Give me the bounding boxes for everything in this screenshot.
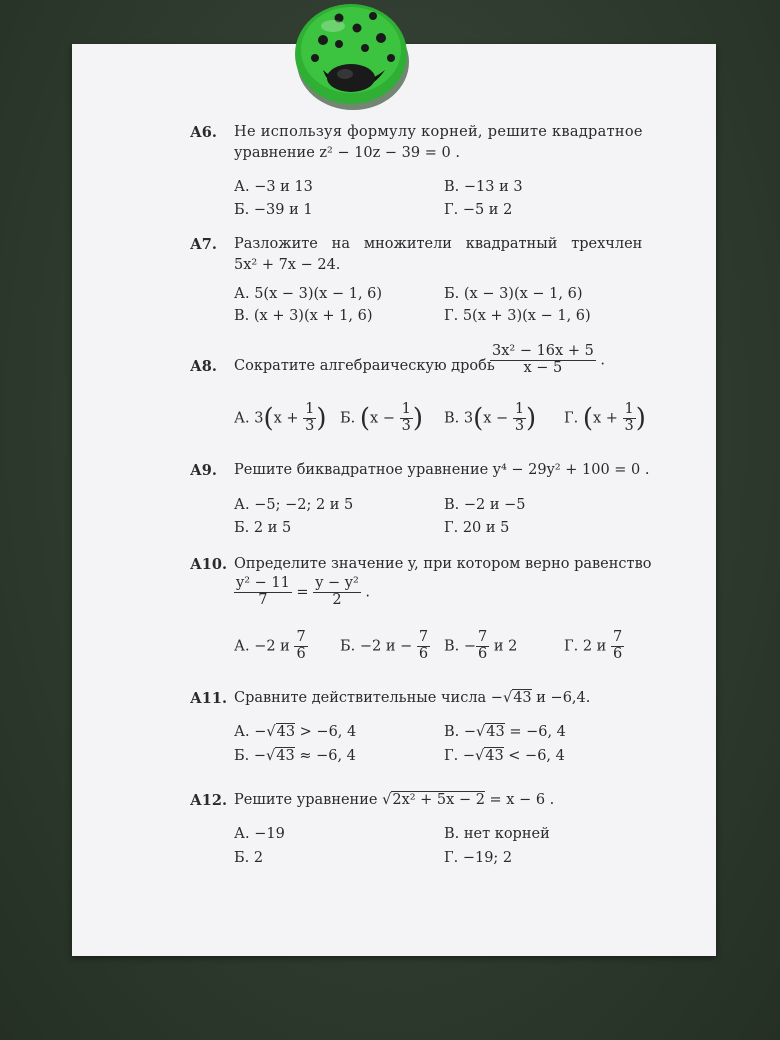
question-text: Разложите на множители квадратный трехчлен — [234, 236, 643, 252]
worksheet-paper: А6. Не используя формулу корней, решите квадратное уравнение z² − 10z − 39 = 0 . А. −3 и 13 В. −13 и 3 Б. −39 и 1 Г. −5 и 2 А7. Разложите на множители квадратный трехчлен 5x² + 7x − 24. А. 5(x − 3)(x − 1, 6) Б. (x − 3)(x − 1, 6) В. (x + 3)(x + 1, 6) Г. 5(x + 3)(x − 1, 6) А8. Сократите алгебраическую дробь $\frac{\text{3x² − 16x + 5}}{x - 5}$ . А. 3(x + $\frac{1}{3}$ ) Б. (x − $\frac{1}{3}$ ) В. 3(x − $\frac{1}{3}$ ) Г. (x + $\frac{1}{3}$ ) А9. Решите биквадратное уравнение y⁴ − 29y² + 100 = 0 . А. −5; −2; 2 и 5 В. −2 и −5 Б. 2 и 5 Г. 20 и 5 А10. Определите значение y, при котором верно равенство $\frac{\text{y² − 11}}{7}$ = $\frac{\text{y − y²}}{2}$ . А. −2 и $\frac{7}{6}$ Б. −2 и − $\frac{7}{6}$ В. − $\frac{7}{6}$ и 2 Г. 2 и $\frac{7}{6}$ А11. Сравните действительные числа −√43 и −6,4. А. −√43 > −6, 4 В. −√43 = −6, 4 Б. −√43 ≈ −6, 4 Г. −√43 < −6, 4 А12. Решите уравнение √2x² + 5x − 2 = x − 6 . А. −19 В. нет корней Б. 2 Г. −19; 2 — [72, 44, 716, 956]
question-number: А11. — [190, 690, 228, 707]
question-text: Не используя формулу корней, решите квадратное — [234, 124, 643, 140]
answer-option[interactable]: Б. 2 и 5 — [234, 520, 292, 536]
answer-option[interactable]: Г. −√43 < −6, 4 — [444, 748, 565, 764]
answer-option[interactable]: Б. −39 и 1 — [234, 202, 313, 218]
question-text: Сравните действительные числа — [234, 690, 487, 706]
question-text: уравнение z² − 10z − 39 = 0 . — [234, 145, 460, 161]
answer-option[interactable]: Г. (x + $\frac{1}{3}$ ) — [564, 401, 646, 434]
question-number: А12. — [190, 792, 228, 809]
answer-option[interactable]: В. − $\frac{7}{6}$ и 2 — [444, 629, 518, 662]
answer-option[interactable]: В. 3(x − $\frac{1}{3}$ ) — [444, 401, 537, 434]
algebraic-fraction: $\frac{\text{3x² − 16x + 5}}{x - 5}$ . — [492, 343, 606, 376]
answer-option[interactable]: А. −√43 > −6, 4 — [234, 724, 357, 740]
answer-option[interactable]: Г. 20 и 5 — [444, 520, 510, 536]
answer-option[interactable]: В. −√43 = −6, 4 — [444, 724, 566, 740]
equation: $\frac{\text{y² − 11}}{7}$ = $\frac{\text{y − y²}}{2}$ . — [236, 575, 370, 608]
question-number: А7. — [190, 236, 217, 253]
answer-option[interactable]: В. −2 и −5 — [444, 497, 526, 513]
answer-option[interactable]: А. −19 — [234, 826, 285, 842]
question-text: Определите значение y, при котором верно равенство — [234, 556, 652, 572]
answer-option[interactable]: Б. 2 — [234, 850, 264, 866]
question-text: Решите биквадратное уравнение y⁴ − 29y² + 100 = 0 . — [234, 462, 650, 478]
answer-option[interactable]: Б. −√43 ≈ −6, 4 — [234, 748, 356, 764]
question-text: Сократите алгебраическую дробь — [234, 358, 495, 374]
question-number: А10. — [190, 556, 228, 573]
answer-option[interactable]: А. −5; −2; 2 и 5 — [234, 497, 354, 513]
answer-option[interactable]: Б. (x − $\frac{1}{3}$ ) — [340, 401, 423, 434]
answer-option[interactable]: А. 5(x − 3)(x − 1, 6) — [234, 286, 383, 302]
ladybug-magnet-icon — [293, 0, 409, 112]
question-text: 5x² + 7x − 24. — [234, 257, 341, 273]
answer-option[interactable]: В. (x + 3)(x + 1, 6) — [234, 308, 373, 324]
answer-option[interactable]: Г. −19; 2 — [444, 850, 513, 866]
answer-option[interactable]: Б. −2 и − $\frac{7}{6}$ — [340, 629, 429, 662]
answer-option[interactable]: Г. 2 и $\frac{7}{6}$ — [564, 629, 623, 662]
question-number: А8. — [190, 358, 217, 375]
answer-option[interactable]: А. −2 и $\frac{7}{6}$ — [234, 629, 306, 662]
answer-option[interactable]: А. −3 и 13 — [234, 179, 313, 195]
question-text: Решите уравнение — [234, 792, 378, 808]
answer-option[interactable]: В. нет корней — [444, 826, 550, 842]
answer-option[interactable]: Г. 5(x + 3)(x − 1, 6) — [444, 308, 591, 324]
question-number: А9. — [190, 462, 217, 479]
question-number: А6. — [190, 124, 217, 141]
answer-option[interactable]: Г. −5 и 2 — [444, 202, 513, 218]
answer-option[interactable]: А. 3(x + $\frac{1}{3}$ ) — [234, 401, 327, 434]
answer-option[interactable]: Б. (x − 3)(x − 1, 6) — [444, 286, 583, 302]
answer-option[interactable]: В. −13 и 3 — [444, 179, 523, 195]
